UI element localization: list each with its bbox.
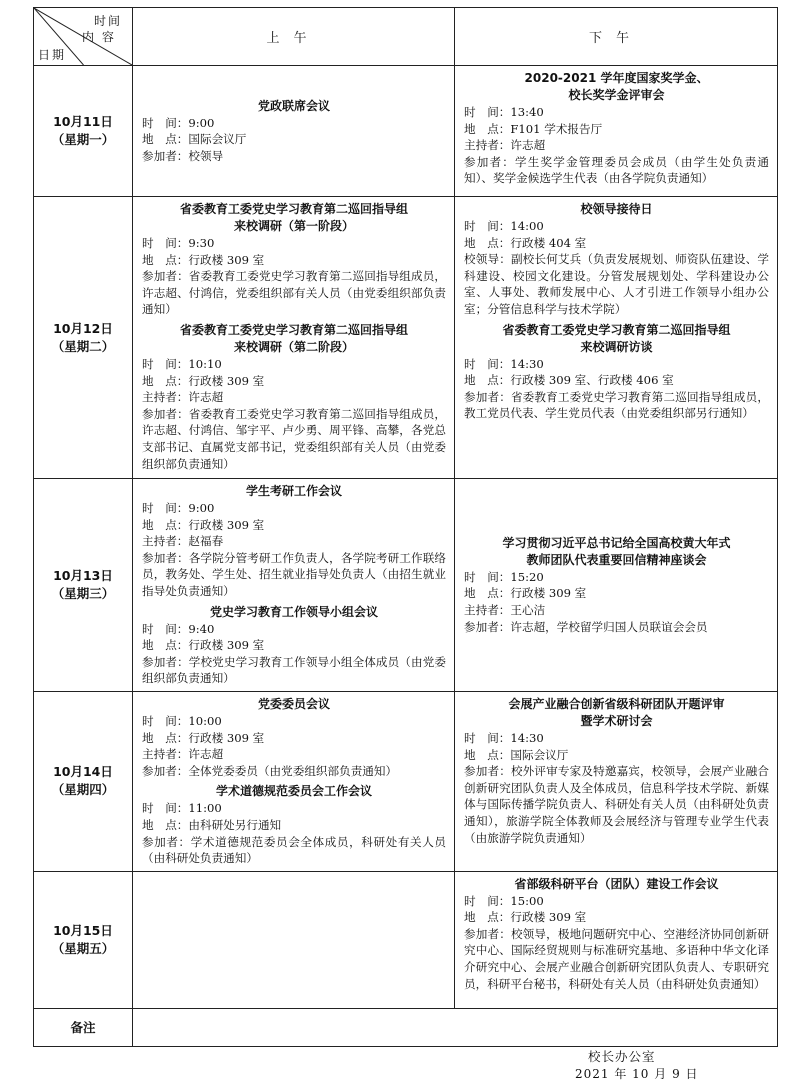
event-detail: 时 间：9:00 — [142, 115, 215, 130]
event-detail: 主持者：王心洁 — [464, 602, 546, 617]
event-detail: 地 点：行政楼 309 室 — [464, 586, 587, 601]
corner-content-label: 内 容 — [82, 30, 116, 44]
event-detail: 时 间：11:00 — [142, 801, 222, 816]
event-detail: 地 点：行政楼 309 室 — [142, 638, 265, 653]
event-detail: 时 间：15:00 — [464, 893, 544, 908]
day-weekday: （星期三） — [51, 585, 115, 601]
event-title: 会展产业融合创新省级科研团队开题评审 — [508, 696, 725, 711]
remarks-value — [133, 1008, 778, 1046]
event-detail: 参加者：各学院分管考研工作负责人，各学院考研工作联络员，教务处、学生处、招生就业指导处负责人（由招生就业指导处负责通知） — [142, 550, 446, 598]
schedule-event — [464, 876, 769, 993]
schedule-event — [464, 696, 769, 846]
schedule-event — [142, 604, 446, 687]
schedule-event — [142, 322, 446, 472]
am-cell — [133, 871, 455, 1008]
event-detail: 参加者：校外评审专家及特邀嘉宾，校领导，会展产业融合创新研究团队负责人及全体成员，信息科学技术学院、新媒体与国际传播学院负责人、科研处有关人员（由科研处负责通知），旅游学院全体教师及会展经济与管理专业学生代表（由旅游学院负责通知） — [464, 764, 769, 845]
day-row — [34, 479, 778, 692]
event-detail: 参加者：校领导，极地问题研究中心、空港经济协同创新研究中心、国际经贸规则与标准研究基地、多语种中华文化译介研究中心、会展产业融合创新研究团队负责人、专职研究员，科研平台秘书，科研处有关人员（由科研处负责通知） — [464, 926, 769, 991]
day-date: 10月12日 — [53, 320, 113, 336]
event-title: 学术道德规范委员会工作会议 — [215, 784, 372, 799]
event-detail: 参加者：学术道德规范委员会全体成员，科研处有关人员（由科研处负责通知） — [142, 834, 446, 866]
event-detail: 地 点：行政楼 309 室 — [142, 517, 265, 532]
day-date-cell — [34, 66, 133, 197]
event-detail: 参加者：省委教育工委党史学习教育第二巡回指导组成员，许志超、付鸿信、邹宇平、卢少勇、周平锋、高攀，各党总支部书记、直属党支部书记，党委组织部有关人员（由党委组织部负责通知） — [142, 406, 446, 471]
event-detail: 地 点：F101 学术报告厅 — [464, 121, 603, 136]
day-weekday: （星期一） — [51, 132, 115, 147]
event-title: 学生考研工作会议 — [245, 484, 342, 498]
pm-cell — [455, 871, 778, 1008]
day-row — [34, 197, 778, 479]
event-detail: 主持者：许志超 — [464, 138, 546, 153]
corner-date-label: 日期 — [38, 48, 67, 62]
event-detail: 地 点：行政楼 309 室 — [464, 910, 587, 925]
event-title: 2020-2021 学年度国家奖学金、 — [524, 71, 709, 85]
event-detail: 地 点：行政楼 309 室、行政楼 406 室 — [464, 373, 674, 388]
event-title: 省部级科研平台（团队）建设工作会议 — [514, 876, 719, 891]
event-detail: 地 点：国际会议厅 — [142, 132, 247, 147]
event-detail: 时 间：14:30 — [464, 356, 544, 371]
header-corner-cell — [34, 8, 133, 66]
event-title: 来校调研（第二阶段） — [233, 339, 354, 354]
event-title: 党政联席会议 — [257, 98, 330, 113]
event-title: 来校调研访谈 — [580, 339, 653, 354]
corner-time-label: 时间 — [94, 14, 123, 28]
event-detail: 参加者：学生奖学金管理委员会成员（由学生处负责通知）、奖学金候选学生代表（由各学院负责通知） — [464, 154, 769, 186]
event-detail: 时 间：14:30 — [464, 730, 544, 745]
event-title: 党委委员会议 — [257, 696, 330, 711]
day-row — [34, 871, 778, 1008]
event-title: 暨学术研讨会 — [580, 713, 653, 728]
day-weekday: （星期二） — [51, 338, 115, 354]
event-detail: 地 点：行政楼 404 室 — [464, 235, 587, 250]
schedule-event — [142, 201, 446, 318]
event-detail: 时 间：9:00 — [142, 501, 215, 515]
event-detail: 参加者：省委教育工委党史学习教育第二巡回指导组成员，许志超、付鸿信，党委组织部有关人员（由党委组织部负责通知） — [142, 269, 446, 317]
event-detail: 参加者：校领导 — [142, 148, 224, 163]
event-detail: 地 点：行政楼 309 室 — [142, 730, 265, 745]
am-cell — [133, 479, 455, 692]
header-row — [34, 8, 778, 66]
event-detail: 主持者：许志超 — [142, 747, 224, 762]
event-title: 学习贯彻习近平总书记给全国高校黄大年式 — [502, 535, 731, 550]
schedule-event — [142, 483, 446, 600]
schedule-event — [142, 696, 446, 779]
day-weekday: （星期五） — [51, 940, 115, 956]
schedule-event — [142, 783, 446, 866]
event-detail: 校领导：副校长何艾兵（负责发展规划、师资队伍建设、学科建设、校园文化建设。分管发展规划处、学科建设办公室、人事处、教师发展中心、人才引进工作领导小组办公室；分管信息科学与技术学院） — [464, 252, 769, 316]
event-detail: 地 点：国际会议厅 — [464, 747, 569, 762]
schedule-table — [33, 7, 778, 1047]
day-date-cell — [34, 691, 133, 871]
pm-cell — [455, 66, 778, 197]
event-detail: 时 间：9:30 — [142, 236, 215, 250]
event-detail: 主持者：赵福春 — [142, 534, 224, 549]
event-title: 校领导接待日 — [580, 202, 653, 216]
footer-office: 校长办公室 — [588, 1049, 656, 1064]
event-title: 省委教育工委党史学习教育第二巡回指导组 — [179, 322, 408, 337]
schedule-event — [464, 70, 769, 187]
day-date: 10月11日 — [53, 114, 113, 129]
am-cell — [133, 197, 455, 479]
event-title: 来校调研（第一阶段） — [233, 219, 354, 233]
remarks-label: 备注 — [34, 1008, 133, 1046]
event-detail: 时 间：10:00 — [142, 713, 222, 728]
footer-date: 2021 年 10 月 9 日 — [575, 1067, 699, 1081]
header-pm: 下午 — [455, 8, 778, 66]
am-cell — [133, 66, 455, 197]
pm-cell — [455, 197, 778, 479]
event-detail: 时 间：13:40 — [464, 105, 544, 119]
event-detail: 时 间：14:00 — [464, 219, 544, 233]
event-detail: 参加者：省委教育工委党史学习教育第二巡回指导组成员，教工党员代表、学生党员代表（由党委组织部另行通知） — [464, 389, 769, 421]
event-title: 省委教育工委党史学习教育第二巡回指导组 — [502, 322, 731, 337]
day-date: 10月13日 — [53, 567, 113, 583]
event-detail: 参加者：全体党委委员（由党委组织部负责通知） — [142, 763, 398, 778]
schedule-event — [464, 322, 769, 422]
event-detail: 主持者：许志超 — [142, 390, 224, 405]
day-date: 10月14日 — [53, 764, 113, 780]
schedule-event — [464, 535, 769, 635]
event-title: 教师团队代表重要回信精神座谈会 — [526, 552, 707, 567]
day-date-cell — [34, 871, 133, 1008]
event-detail: 地 点：行政楼 309 室 — [142, 252, 265, 267]
header-am: 上午 — [133, 8, 455, 66]
day-row — [34, 66, 778, 197]
schedule-event — [142, 98, 446, 165]
day-row — [34, 691, 778, 871]
remarks-row — [34, 1008, 778, 1046]
event-detail: 时 间：9:40 — [142, 621, 215, 636]
pm-cell — [455, 479, 778, 692]
am-cell — [133, 691, 455, 871]
day-date: 10月15日 — [53, 922, 113, 938]
event-detail: 时 间：15:20 — [464, 569, 544, 584]
schedule-event — [464, 201, 769, 318]
event-title: 党史学习教育工作领导小组会议 — [209, 604, 378, 619]
event-title: 省委教育工委党史学习教育第二巡回指导组 — [179, 202, 408, 216]
day-date-cell — [34, 197, 133, 479]
pm-cell — [455, 691, 778, 871]
event-detail: 参加者：许志超，学校留学归国人员联谊会会员 — [464, 619, 708, 634]
day-date-cell — [34, 479, 133, 692]
event-detail: 地 点：行政楼 309 室 — [142, 373, 265, 388]
event-detail: 地 点：由科研处另行通知 — [142, 817, 282, 832]
day-weekday: （星期四） — [51, 782, 115, 798]
event-detail: 时 间：10:10 — [142, 356, 222, 371]
event-title: 校长奖学金评审会 — [568, 88, 665, 102]
event-detail: 参加者：学校党史学习教育工作领导小组全体成员（由党委组织部负责通知） — [142, 654, 446, 686]
